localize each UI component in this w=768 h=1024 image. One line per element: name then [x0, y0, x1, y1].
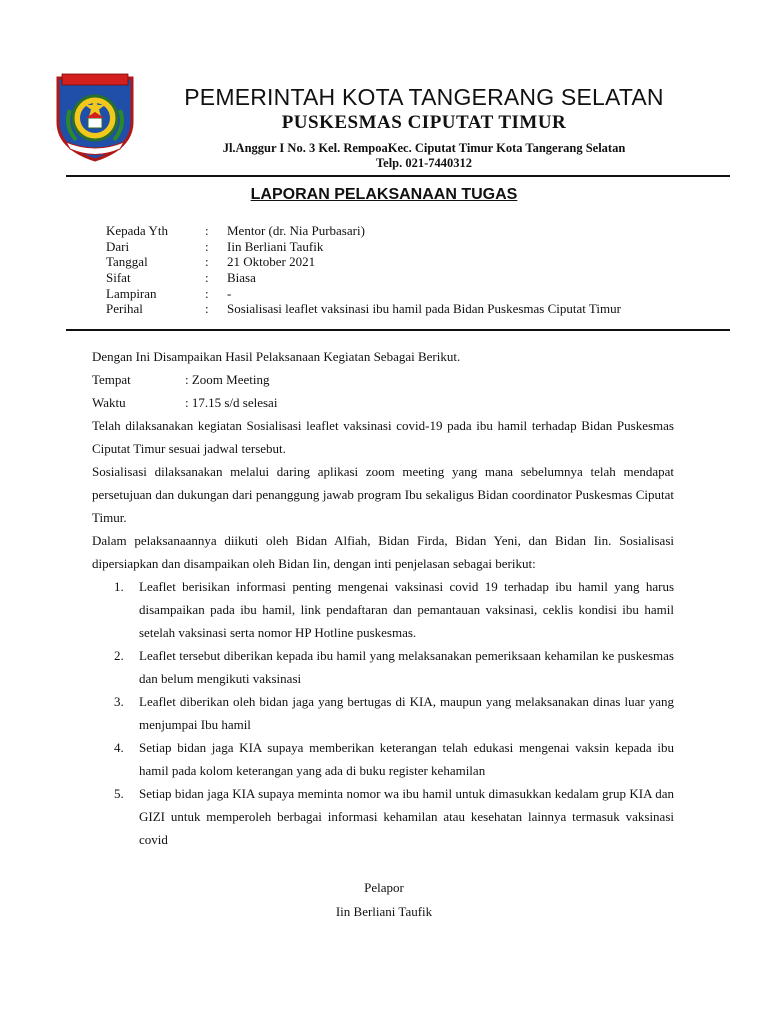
list-item [92, 575, 674, 644]
meta-row-perihal [106, 301, 621, 317]
meta-value: - [227, 285, 232, 301]
header-divider [66, 329, 730, 331]
time-value: : 17.15 s/d selesai [185, 395, 278, 410]
signature-block [0, 876, 768, 924]
signature-name: Iin Berliani Taufik [335, 904, 433, 919]
paragraph: Sosialisasi dilaksanakan melalui daring aplikasi zoom meeting yang mana sebelumnya telah mendapat persetujuan dan dukungan dari penanggung jawab program Ibu sekaligus Bidan coordinator Puskesmas Ciputat Timur. [92, 464, 674, 525]
signature-role: Pelapor [364, 880, 404, 895]
explanation-list [92, 575, 674, 851]
meta-row-sifat [106, 270, 621, 286]
meta-value: Iin Berliani Taufik [227, 238, 324, 254]
list-number: 5. [114, 786, 124, 801]
meta-colon: : [205, 301, 209, 317]
paragraph: Dalam pelaksanaannya diikuti oleh Bidan Alfiah, Bidan Firda, Bidan Yeni, dan Bidan Iin. Sosialisasi dipersiapkan dan disampaikan oleh Bidan Iin, dengan inti penjelasan sebagai berikut: [92, 533, 674, 571]
intro-text: Dengan Ini Disampaikan Hasil Pelaksanaan Kegiatan Sebagai Berikut. [92, 349, 461, 364]
memo-header [106, 223, 621, 317]
place-label: Tempat [92, 372, 131, 387]
list-item [92, 782, 674, 851]
list-item [92, 644, 674, 690]
meta-label: Kepada Yth [106, 223, 168, 238]
time-label: Waktu [92, 395, 126, 410]
time-row [92, 391, 674, 414]
meta-value: Mentor (dr. Nia Purbasari) [227, 223, 365, 238]
letterhead-divider [66, 175, 730, 177]
list-number: 3. [114, 694, 124, 709]
report-title: LAPORAN PELAKSANAAN TUGAS [250, 186, 518, 203]
meta-row-dari [106, 239, 621, 255]
meta-colon: : [205, 254, 209, 270]
city-emblem-logo [50, 70, 140, 162]
meta-value: Sosialisasi leaflet vaksinasi ibu hamil pada Bidan Puskesmas Ciputat Timur [227, 301, 621, 317]
place-value: : Zoom Meeting [185, 372, 270, 387]
meta-label: Perihal [106, 301, 143, 317]
meta-value: 21 Oktober 2021 [227, 254, 316, 270]
meta-label: Lampiran [106, 285, 157, 301]
list-text: Setiap bidan jaga KIA supaya memberikan keterangan telah edukasi mengenai vaksin kepada ibu hamil pada kolom keterangan yang ada di buku register kehamilan [139, 740, 674, 778]
meta-row-lampiran [106, 286, 621, 302]
meta-label: Dari [106, 238, 130, 254]
meta-colon: : [205, 223, 209, 238]
list-item [92, 736, 674, 782]
list-number: 4. [114, 740, 124, 755]
paragraph: Telah dilaksanakan kegiatan Sosialisasi leaflet vaksinasi covid-19 pada ibu hamil terhadap Bidan Puskesmas Ciputat Timur sesuai jadwal tersebut. [92, 418, 674, 456]
meta-value: Biasa [227, 270, 256, 286]
list-text: Leaflet diberikan oleh bidan jaga yang bertugas di KIA, maupun yang melaksanakan dinas luar yang menjumpai Ibu hamil [139, 694, 674, 732]
institution-address: Jl.Anggur I No. 3 Kel. RempoaKec. Ciputat Timur Kota Tangerang Selatan [222, 141, 626, 155]
meta-colon: : [205, 270, 209, 286]
meta-label: Tanggal [106, 254, 148, 270]
institution-phone: Telp. 021-7440312 [375, 156, 473, 170]
report-body [92, 345, 674, 851]
government-name: PEMERINTAH KOTA TANGERANG SELATAN [184, 84, 664, 110]
list-number: 1. [114, 579, 124, 594]
list-number: 2. [114, 648, 124, 663]
list-text: Leaflet berisikan informasi penting mengenai vaksinasi covid 19 terhadap ibu hamil yang harus disampaikan pada ibu hamil, link pendaftaran dan pemantauan vaksinasi, ceklis kondisi ibu hamil setelah vaksinasi serta nomor HP Hotline puskesmas. [139, 579, 674, 640]
place-row [92, 368, 674, 391]
list-text: Leaflet tersebut diberikan kepada ibu hamil yang melaksanakan pemeriksaan kehamilan ke puskesmas dan belum mengikuti vaksinasi [139, 648, 674, 686]
meta-colon: : [205, 238, 209, 254]
meta-label: Sifat [106, 270, 131, 286]
meta-colon: : [205, 285, 209, 301]
institution-name: PUSKESMAS CIPUTAT TIMUR [281, 112, 567, 133]
list-item [92, 690, 674, 736]
meta-row-tanggal [106, 254, 621, 270]
meta-row-kepada [106, 223, 621, 239]
list-text: Setiap bidan jaga KIA supaya meminta nomor wa ibu hamil untuk dimasukkan kedalam grup KIA dan GIZI untuk memperoleh berbagai informasi kehamilan atau kesehatan lainnya termasuk vaksinasi covid [139, 786, 674, 847]
